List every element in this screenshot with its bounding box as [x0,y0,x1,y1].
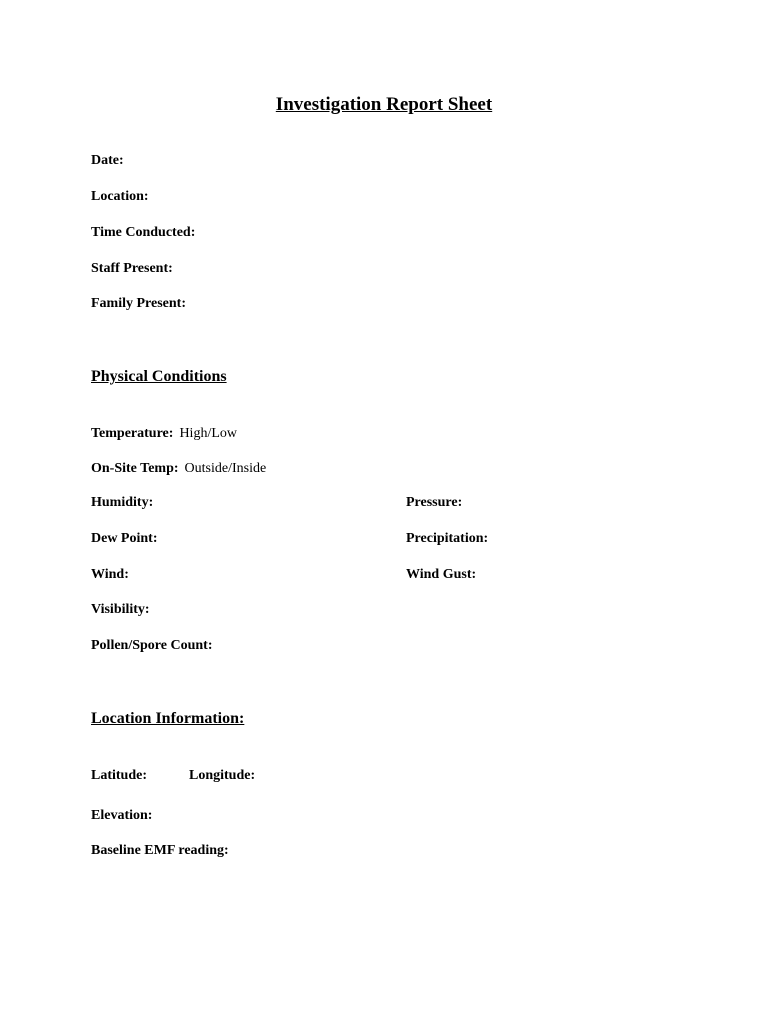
longitude-label: Longitude: [189,768,256,783]
onsite-temp-label: On-Site Temp: [91,461,179,476]
onsite-temp-row [91,459,266,477]
physical-conditions-heading: Physical Conditions [91,368,227,385]
temperature-label: Temperature: [91,426,174,441]
elevation-label: Elevation: [91,808,153,823]
location-label: Location: [91,189,149,204]
wind-gust-label: Wind Gust: [406,567,477,582]
baseline-emf-label: Baseline EMF reading: [91,843,229,858]
dew-point-label: Dew Point: [91,531,158,546]
pressure-label: Pressure: [406,495,463,510]
staff-present-label: Staff Present: [91,261,173,276]
temperature-row [91,424,237,442]
temperature-value: High/Low [179,426,237,441]
pollen-label: Pollen/Spore Count: [91,638,213,653]
latitude-label: Latitude: [91,768,147,783]
location-information-heading: Location Information: [91,710,245,727]
wind-label: Wind: [91,567,129,582]
date-label: Date: [91,153,124,168]
onsite-temp-value: Outside/Inside [184,461,267,476]
precipitation-label: Precipitation: [406,531,489,546]
humidity-label: Humidity: [91,495,154,510]
family-present-label: Family Present: [91,296,186,311]
visibility-label: Visibility: [91,602,150,617]
page-title: Investigation Report Sheet [275,94,493,115]
time-conducted-label: Time Conducted: [91,225,196,240]
